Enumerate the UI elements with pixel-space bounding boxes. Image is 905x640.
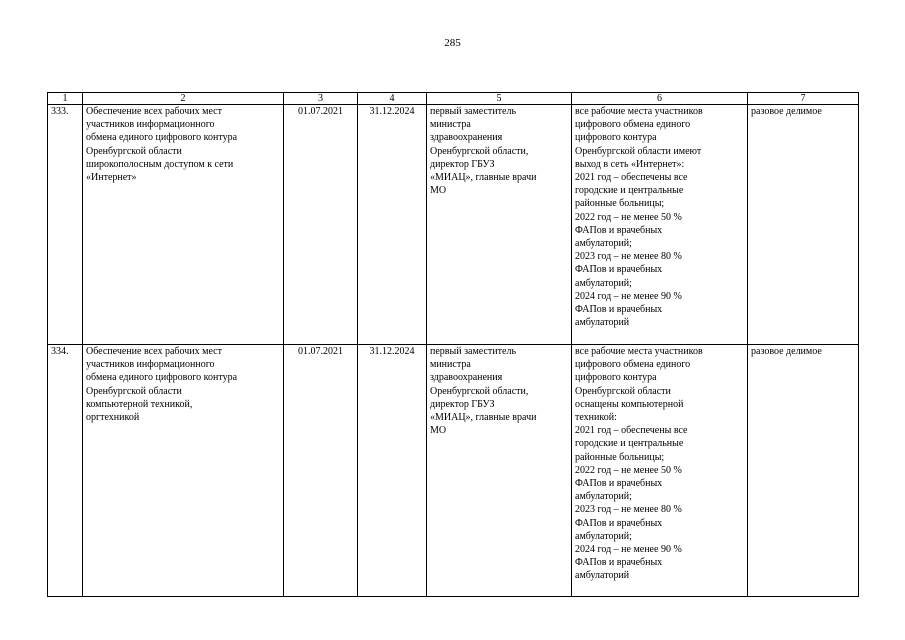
row-number: 333.: [48, 105, 83, 345]
end-date-cell: 31.12.2024: [358, 105, 427, 345]
column-header-3: 3: [284, 93, 358, 105]
header-row: [48, 93, 859, 105]
column-header-2: 2: [83, 93, 284, 105]
start-date-cell: 01.07.2021: [284, 345, 358, 597]
table-row: [48, 105, 859, 345]
responsible-cell: первый заместитель министра здравоохранения Оренбургской области, директор ГБУЗ «МИАЦ», главные врачи МО: [427, 345, 572, 597]
column-header-5: 5: [427, 93, 572, 105]
column-header-1: 1: [48, 93, 83, 105]
start-date-cell: 01.07.2021: [284, 105, 358, 345]
type-cell: разовое делимое: [748, 105, 859, 345]
column-header-7: 7: [748, 93, 859, 105]
page-number: 285: [444, 37, 461, 49]
row-number: 334.: [48, 345, 83, 597]
column-header-4: 4: [358, 93, 427, 105]
table-row: [48, 345, 859, 597]
activity-cell: Обеспечение всех рабочих мест участников информационного обмена единого цифрового контура Оренбургской области широкополосным доступом к сети «Интернет»: [83, 105, 284, 345]
responsible-cell: первый заместитель министра здравоохранения Оренбургской области, директор ГБУЗ «МИАЦ», главные врачи МО: [427, 105, 572, 345]
end-date-cell: 31.12.2024: [358, 345, 427, 597]
column-header-6: 6: [572, 93, 748, 105]
activity-cell: Обеспечение всех рабочих мест участников информационного обмена единого цифрового контура Оренбургской области компьютерной техникой, оргтехникой: [83, 345, 284, 597]
result-cell: все рабочие места участников цифрового обмена единого цифрового контура Оренбургской области оснащены компьютерной техникой: 2021 год – обеспечены все городские и центральные районные больницы; 2022 год – не менее 50 % ФАПов и врачебных амбулаторий; 2023 год – не менее 80 % ФАПов и врачебных амбулаторий; 2024 год – не менее 90 % ФАПов и врачебных амбулаторий: [572, 345, 748, 597]
activities-table: [47, 92, 859, 597]
type-cell: разовое делимое: [748, 345, 859, 597]
result-cell: все рабочие места участников цифрового обмена единого цифрового контура Оренбургской области имеют выход в сеть «Интернет»: 2021 год – обеспечены все городские и центральные районные больницы; 2022 год – не менее 50 % ФАПов и врачебных амбулаторий; 2023 год – не менее 80 % ФАПов и врачебных амбулаторий; 2024 год – не менее 90 % ФАПов и врачебных амбулаторий: [572, 105, 748, 345]
